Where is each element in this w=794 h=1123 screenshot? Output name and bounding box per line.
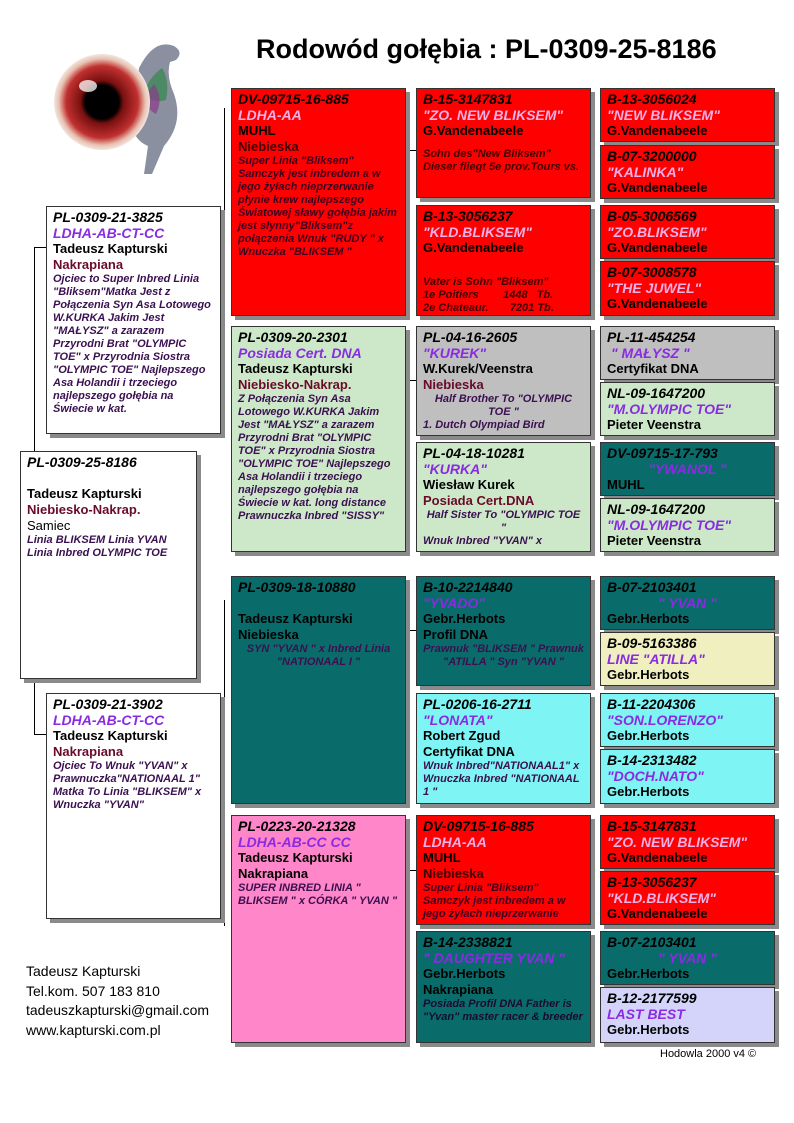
pigeon-name: "ZO.BLIKSEM": [607, 224, 707, 240]
description: Half Sister To "OLYMPIC TOE ": [426, 509, 581, 534]
ring-number: PL-0223-20-21328: [238, 818, 356, 834]
owner: Gebr.Herbots: [423, 611, 506, 626]
color: Niebieska: [238, 627, 299, 642]
description: SUPER INBRED LINIA " BLIKSEM " x CÓRKA " YVAN ": [238, 882, 398, 907]
ring-number: B-15-3147831: [423, 91, 513, 107]
gg-grandparent-card-9[interactable]: [600, 576, 775, 630]
page-title: Rodowód gołębia : PL-0309-25-8186: [256, 34, 717, 64]
gg-grandparent-card-8[interactable]: [600, 498, 775, 552]
ring-number: PL-0309-20-2301: [238, 329, 348, 345]
gg-grandparent-card-16[interactable]: [600, 987, 775, 1043]
pigeon-name: "KALINKA": [607, 164, 684, 180]
ring-number: PL-0309-18-10880: [238, 579, 356, 595]
owner: Tadeusz Kapturski: [53, 728, 168, 743]
pigeon-name: "THE JUWEL": [607, 280, 702, 296]
pigeon-name: LDHA-AA: [238, 107, 302, 123]
color: Nakrapiana: [423, 982, 494, 997]
great-grandparent-card-6[interactable]: [416, 693, 591, 804]
ring-number: B-14-2313482: [607, 752, 697, 768]
granddam-paternal-card[interactable]: [231, 326, 406, 552]
owner: Gebr.Herbots: [423, 966, 506, 981]
owner: G.Vandenabeele: [607, 180, 708, 195]
owner: Tadeusz Kapturski: [53, 241, 168, 256]
ring-number: NL-09-1647200: [607, 501, 706, 517]
pigeon-name: LAST BEST: [607, 1006, 685, 1022]
ring-number: PL-0309-25-8186: [27, 454, 137, 470]
description: Vater is Sohn "Bliksem": [423, 276, 549, 288]
software-footer: Hodowla 2000 v4 ©: [660, 1048, 757, 1060]
owner: MUHL: [607, 477, 645, 492]
owner: Pieter Veenstra: [607, 417, 701, 432]
ring-number: B-11-2204306: [607, 696, 696, 712]
gg-grandparent-card-10[interactable]: [600, 632, 775, 686]
great-grandparent-card-2[interactable]: [416, 205, 591, 316]
description: Linia BLIKSEM Linia YVAN Linia Inbred OLYMPIC TOE: [27, 534, 168, 559]
great-grandparent-card-3[interactable]: [416, 326, 591, 436]
pigeon-name: "M.OLYMPIC TOE": [607, 517, 731, 533]
connector-line: [224, 600, 225, 926]
ring-number: B-13-3056237: [423, 208, 513, 224]
pigeon-name: "YVADO": [423, 595, 486, 611]
color: Nakrapiana: [53, 744, 124, 759]
description-extra: Wnuk Inbred "YVAN" x: [423, 535, 543, 547]
sire-card[interactable]: [46, 206, 221, 434]
description-extra: 1. Dutch Olympiad Bird: [423, 419, 545, 431]
breeder-website[interactable]: www.kapturski.com.pl: [26, 1021, 161, 1038]
race-result: 2e Chateaur. 7201 Tb.: [423, 302, 554, 314]
owner: G.Vandenabeele: [423, 240, 524, 255]
color: Nakrapiana: [53, 257, 124, 272]
color: Niebieska: [238, 139, 299, 154]
description: SYN "YVAN " x Inbred Linia "NATIONAAL I ": [246, 643, 391, 668]
sex: Samiec: [27, 518, 71, 533]
ring-number: B-12-2177599: [607, 990, 697, 1006]
pigeon-name: "ZO. NEW BLIKSEM": [607, 834, 748, 850]
pigeon-name: "LONATA": [423, 712, 493, 728]
description: Wnuk Inbred"NATIONAAL1" x Wnuczka Inbred "NATIONAAL 1 ": [423, 760, 580, 798]
description: Ojciec To Wnuk "YVAN" x Prawnuczka"NATIONAAL 1" Matka To Linia "BLIKSEM" x Wnuczka "YVAN": [53, 760, 202, 811]
ring-number: B-09-5163386: [607, 635, 697, 651]
ring-number: B-10-2214840: [423, 579, 513, 595]
ring-number: PL-0309-21-3825: [53, 209, 163, 225]
connector-line: [34, 678, 35, 734]
ring-number: B-15-3147831: [607, 818, 697, 834]
connector-line: [34, 734, 46, 735]
owner: MUHL: [238, 123, 276, 138]
great-grandparent-card-8[interactable]: [416, 931, 591, 1043]
connector-line: [34, 247, 35, 451]
pigeon-name: Posiada Cert. DNA: [238, 345, 362, 361]
great-grandparent-card-7[interactable]: [416, 815, 591, 925]
owner: G.Vandenabeele: [607, 850, 708, 865]
pigeon-name: " YVAN ": [658, 595, 717, 611]
owner: Wiesław Kurek: [423, 477, 515, 492]
description: Prawnuk "BLIKSEM " Prawnuk "ATILLA " Syn "YVAN ": [423, 643, 584, 668]
owner: Pieter Veenstra: [607, 533, 701, 548]
owner: Gebr.Herbots: [607, 611, 690, 626]
ring-number: NL-09-1647200: [607, 385, 706, 401]
granddam-maternal-card[interactable]: [231, 815, 406, 1043]
description: Posiada Profil DNA Father is "Yvan" master racer & breeder: [423, 998, 583, 1023]
connector-line: [34, 247, 46, 248]
grandsire-maternal-card[interactable]: [231, 576, 406, 804]
grandsire-paternal-card[interactable]: [231, 88, 406, 316]
color: Certyfikat DNA: [423, 744, 515, 759]
pigeon-eye-logo-icon: [44, 28, 194, 178]
pigeon-name: " YVAN ": [658, 950, 717, 966]
gg-grandparent-card-3[interactable]: [600, 205, 775, 259]
pigeon-name: LDHA-AB-CT-CC: [53, 712, 165, 728]
dam-card[interactable]: [46, 693, 221, 919]
owner: G.Vandenabeele: [607, 906, 708, 921]
pigeon-name: "NEW BLIKSEM": [607, 107, 720, 123]
breeder-phone: Tel.kom. 507 183 810: [26, 982, 160, 999]
owner: Gebr.Herbots: [607, 784, 690, 799]
gg-grandparent-card-14[interactable]: [600, 871, 775, 925]
owner: W.Kurek/Veenstra: [423, 361, 533, 376]
owner: Tadeusz Kapturski: [238, 361, 353, 376]
ring-number: B-05-3006569: [607, 208, 697, 224]
pigeon-name: LDHA-AB-CT-CC: [53, 225, 165, 241]
race-result: 1e Poitiers 1448 Tb.: [423, 289, 554, 301]
pigeon-name: "KLD.BLIKSEM": [607, 890, 716, 906]
pigeon-name: "DOCH.NATO": [607, 768, 704, 784]
gg-grandparent-card-13[interactable]: [600, 815, 775, 869]
color: Niebieska: [423, 377, 484, 392]
description: Z Połączenia Syn Asa Lotowego W.KURKA Jakim Jest "MAŁYSZ" a zarazem Przyrodni Brat "OLYMPIC TOE" x Przyrodnia Siostra "OLYMPIC TOE" Najlepszego Asa Holandii i trzeciego najlepszego gołębia na Świecie w kat. long distance Prawnuczka Inbred "SISSY": [238, 393, 391, 522]
owner: MUHL: [423, 850, 461, 865]
ring-number: B-07-2103401: [607, 934, 697, 950]
owner: Tadeusz Kapturski: [27, 486, 142, 501]
gg-grandparent-card-7[interactable]: [600, 442, 775, 496]
gg-grandparent-card-6[interactable]: [600, 382, 775, 436]
description: Sohn des"New Bliksem" Dieser fliegt 5e prov.Tours vs.: [423, 148, 580, 173]
ring-number: B-14-2338821: [423, 934, 513, 950]
owner: G.Vandenabeele: [607, 296, 708, 311]
owner: G.Vandenabeele: [607, 240, 708, 255]
description: Super Linia "Bliksem" Samczyk jest inbredem a w jego żyłach nieprzerwanie: [423, 882, 566, 920]
pigeon-name: " DAUGHTER YVAN ": [423, 950, 565, 966]
ring-number: DV-09715-17-793: [607, 445, 718, 461]
gg-grandparent-card-5[interactable]: [600, 326, 775, 380]
ring-number: PL-0206-16-2711: [423, 696, 532, 712]
ring-number: PL-04-18-10281: [423, 445, 525, 461]
gg-grandparent-card-1[interactable]: [600, 88, 775, 142]
owner: G.Vandenabeele: [607, 123, 708, 138]
pigeon-name: LINE "ATILLA": [607, 651, 705, 667]
great-grandparent-card-5[interactable]: [416, 576, 591, 686]
breeder-contact: [26, 962, 209, 1040]
ring-number: PL-0309-21-3902: [53, 696, 163, 712]
great-grandparent-card-1[interactable]: [416, 88, 591, 198]
owner: Gebr.Herbots: [607, 728, 690, 743]
color: Niebiesko-Nakrap.: [238, 377, 352, 392]
ring-number: B-13-3056237: [607, 874, 697, 890]
pigeon-name: "KLD.BLIKSEM": [423, 224, 532, 240]
pigeon-name: "YWANOL ": [648, 461, 727, 477]
pigeon-name: " MAŁYSZ ": [611, 345, 690, 361]
pigeon-name: "KUREK": [423, 345, 487, 361]
color: Niebieska: [423, 866, 484, 881]
description: Half Brother To "OLYMPIC TOE ": [434, 393, 573, 418]
ring-number: PL-11-454254: [607, 329, 696, 345]
ring-number: B-07-3200000: [607, 148, 697, 164]
description: Super Linia "Bliksem" Samczyk jest inbredem a w jego żyłach nieprzerwanie płynie krew najlepszego Światowej sławy gołębia jakim jest słynny"Bliksem"z połączenia Wnuk "RUDY " x Wnuczka "BLIKSEM ": [238, 155, 397, 258]
pigeon-name: "M.OLYMPIC TOE": [607, 401, 731, 417]
color: Profil DNA: [423, 627, 488, 642]
great-grandparent-card-4[interactable]: [416, 442, 591, 552]
gg-grandparent-card-15[interactable]: [600, 931, 775, 985]
owner: Gebr.Herbots: [607, 966, 690, 981]
ring-number: PL-04-16-2605: [423, 329, 518, 345]
gg-grandparent-card-11[interactable]: [600, 693, 775, 747]
ring-number: DV-09715-16-885: [238, 91, 349, 107]
pigeon-name: "ZO. NEW BLIKSEM": [423, 107, 564, 123]
ring-number: B-07-3008578: [607, 264, 697, 280]
owner: Robert Zgud: [423, 728, 501, 743]
owner: Gebr.Herbots: [607, 1022, 690, 1037]
gg-grandparent-card-12[interactable]: [600, 749, 775, 804]
subject-card[interactable]: [20, 451, 197, 679]
owner: Tadeusz Kapturski: [238, 850, 353, 865]
gg-grandparent-card-2[interactable]: [600, 145, 775, 199]
pigeon-name: "KURKA": [423, 461, 487, 477]
owner: Gebr.Herbots: [607, 667, 690, 682]
owner: Certyfikat DNA: [607, 361, 699, 376]
pigeon-name: LDHA-AA: [423, 834, 487, 850]
gg-grandparent-card-4[interactable]: [600, 261, 775, 316]
description: Ojciec to Super Inbred Linia "Bliksem"Matka Jest z Połączenia Syn Asa Lotowego W.KURKA Jakim Jest "MAŁYSZ" a zarazem Przyrodni Brat "OLYMPIC TOE" x Przyrodnia Siostra "OLYMPIC TOE" Najlepszego Asa Holandii i trzeciego najlepszego gołębia na Świecie w kat.: [53, 273, 211, 415]
connector-line: [224, 108, 225, 436]
color: Nakrapiana: [238, 866, 309, 881]
owner: Tadeusz Kapturski: [238, 611, 353, 626]
ring-number: B-13-3056024: [607, 91, 697, 107]
pigeon-name: LDHA-AB-CC CC: [238, 834, 351, 850]
ring-number: B-07-2103401: [607, 579, 697, 595]
ring-number: DV-09715-16-885: [423, 818, 534, 834]
color: Posiada Cert.DNA: [423, 493, 535, 508]
owner: G.Vandenabeele: [423, 123, 524, 138]
pigeon-name: "SON.LORENZO": [607, 712, 723, 728]
breeder-name: Tadeusz Kapturski: [26, 963, 141, 979]
color: Niebiesko-Nakrap.: [27, 502, 141, 517]
breeder-email[interactable]: tadeuszkapturski@gmail.com: [26, 1002, 210, 1018]
